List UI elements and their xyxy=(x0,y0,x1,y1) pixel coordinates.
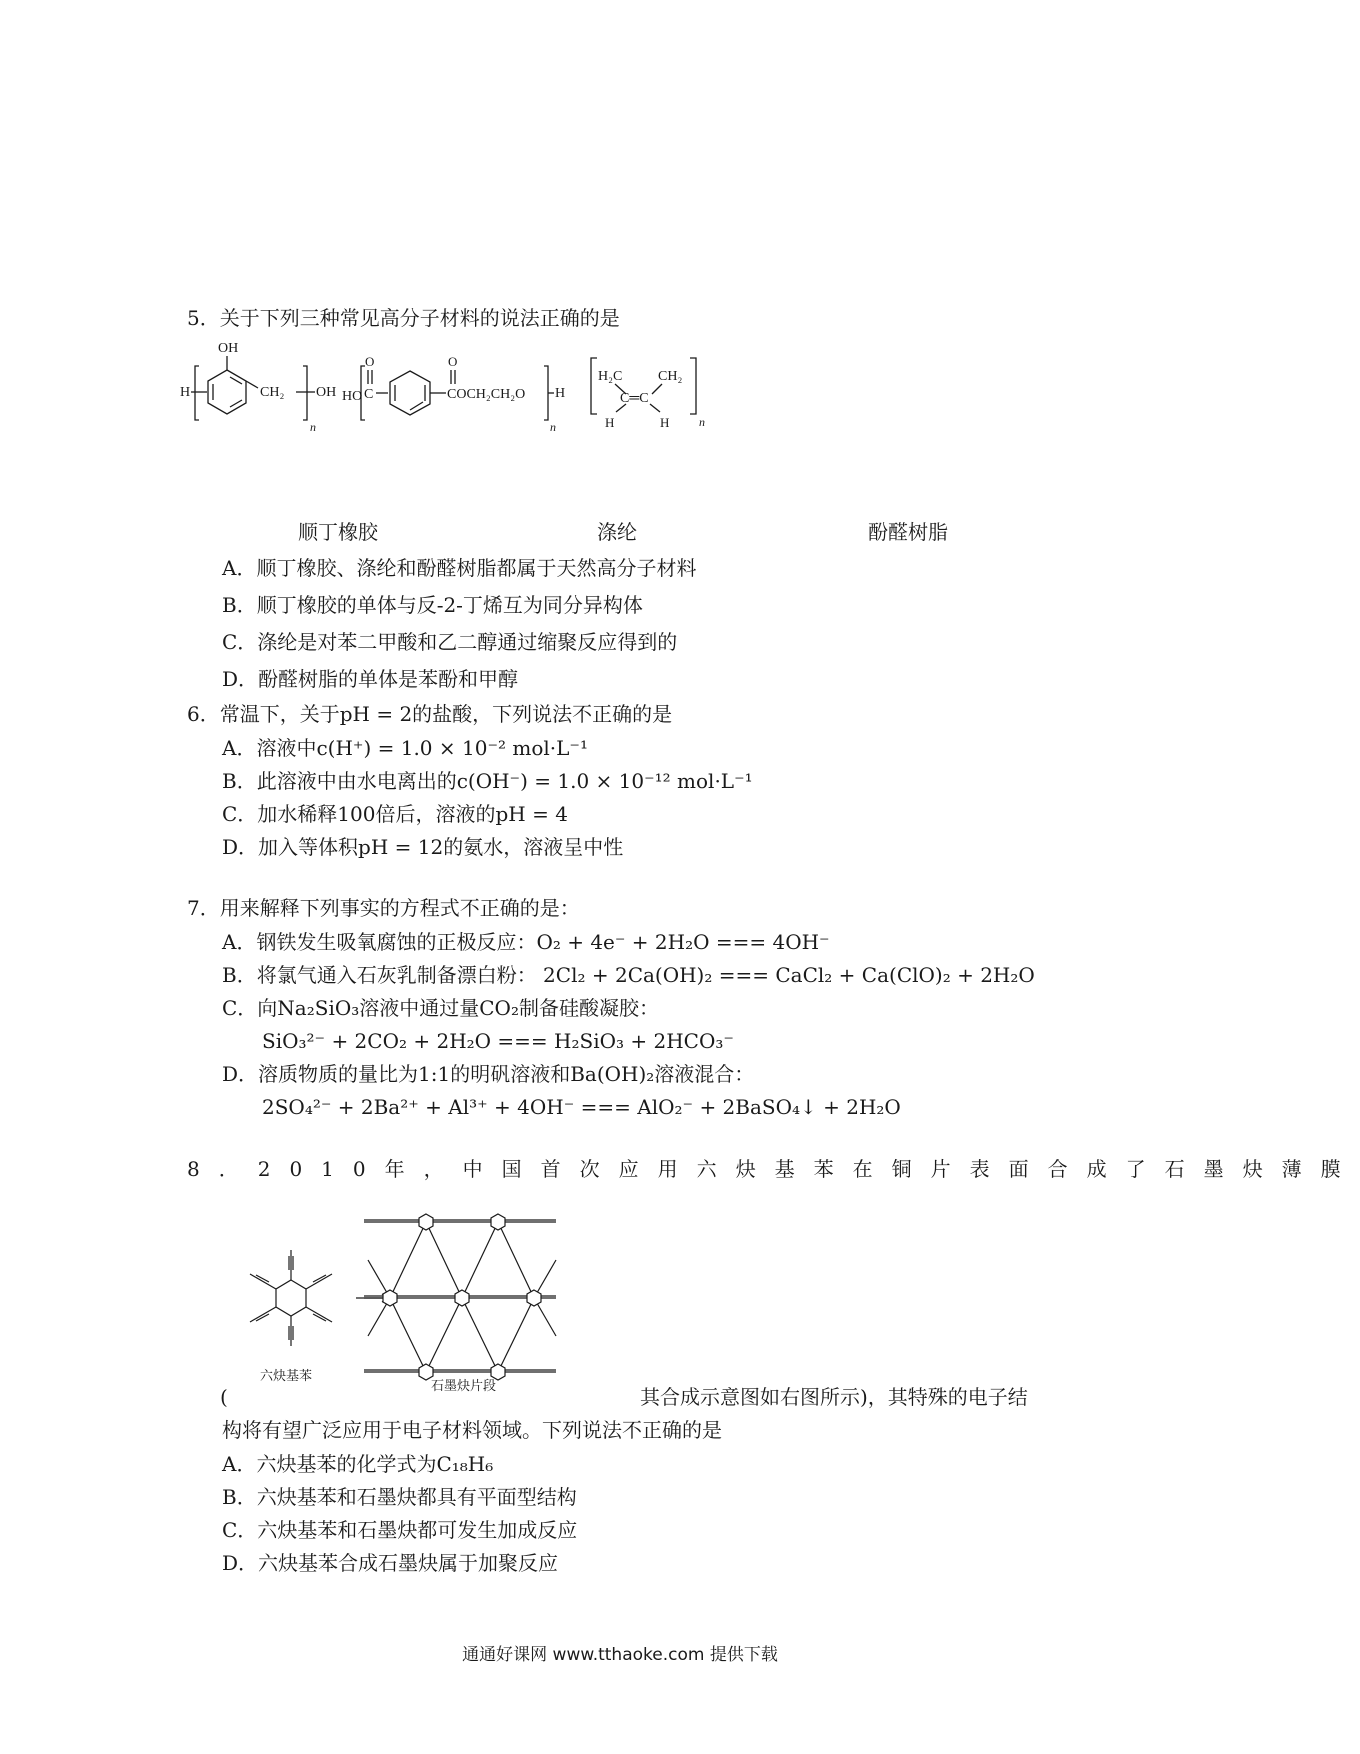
phenolic-oh: OH xyxy=(218,341,239,356)
hexaethynylbenzene-caption: 六炔基苯 xyxy=(260,1368,313,1383)
q8-stem: 8．2010年，中国首次应用六炔基苯在铜片表面合成了石墨炔薄膜 xyxy=(187,1157,1360,1181)
q7-stem: 7．用来解释下列事实的方程式不正确的是： xyxy=(187,896,580,920)
q8-option-b: B．六炔基苯和石墨炔都具有平面型结构 xyxy=(222,1485,577,1509)
polyester-carbonyl-o-2: O xyxy=(448,354,458,369)
q7-option-d: D．溶质物质的量比为1:1的明矾溶液和Ba(OH)₂溶液混合： xyxy=(222,1062,755,1086)
rubber-h-left: H xyxy=(605,415,615,430)
polyester-c: C xyxy=(364,387,374,402)
rubber-h-right: H xyxy=(660,415,670,430)
q8-figure xyxy=(236,1200,656,1400)
q5-label-phenolic: 酚醛树脂 xyxy=(868,520,948,544)
q8-open-paren: ( xyxy=(220,1385,228,1409)
q7-option-a: A．钢铁发生吸氧腐蚀的正极反应：O₂ + 4e⁻ + 2H₂O === 4OH⁻ xyxy=(222,930,830,954)
q7-option-c: C．向Na₂SiO₃溶液中通过量CO₂制备硅酸凝胶： xyxy=(222,996,659,1020)
page-footer: 通通好课网 www.tthaoke.com 提供下载 xyxy=(462,1645,778,1665)
q7-option-d-equation: 2SO₄²⁻ + 2Ba²⁺ + Al³⁺ + 4OH⁻ === AlO₂⁻ + 2BaSO₄↓ + 2H₂O xyxy=(262,1095,901,1119)
phenolic-ch2: CH₂ xyxy=(260,385,285,400)
rubber-h2c: H₂C xyxy=(598,369,623,384)
graphdiyne-caption: 石墨炔片段 xyxy=(431,1378,497,1393)
rubber-n: n xyxy=(699,415,705,429)
q5-label-rubber: 顺丁橡胶 xyxy=(298,520,378,544)
q8-stem-continued-1: 其合成示意图如右图所示)，其特殊的电子结 xyxy=(640,1385,1028,1409)
polyester-end-right: H xyxy=(555,386,566,401)
phenolic-end-right: OH xyxy=(316,385,337,400)
graphdiyne-diagram xyxy=(364,1214,556,1380)
polyester-n: n xyxy=(550,420,556,434)
q6-option-b: B．此溶液中由水电离出的c(OH⁻) = 1.0 × 10⁻¹² mol·L⁻¹ xyxy=(222,769,753,793)
q6-option-c: C．加水稀释100倍后，溶液的pH = 4 xyxy=(222,802,568,826)
q5-option-b: B．顺丁橡胶的单体与反-2-丁烯互为同分异构体 xyxy=(222,593,643,617)
q6-stem: 6．常温下，关于pH = 2的盐酸，下列说法不正确的是 xyxy=(187,702,673,726)
q8-option-c: C．六炔基苯和石墨炔都可发生加成反应 xyxy=(222,1518,578,1542)
phenolic-n: n xyxy=(310,420,316,434)
polyester-carbonyl-o-1: O xyxy=(365,354,375,369)
q5-option-a: A．顺丁橡胶、涤纶和酚醛树脂都属于天然高分子材料 xyxy=(222,556,697,580)
polyester-ester-chain: COCH₂CH₂O xyxy=(447,387,526,402)
rubber-ch2: CH₂ xyxy=(658,369,683,384)
q8-option-a: A．六炔基苯的化学式为C₁₈H₆ xyxy=(222,1452,494,1476)
polyester-end-left: HO xyxy=(342,389,363,404)
q8-option-d: D．六炔基苯合成石墨炔属于加聚反应 xyxy=(222,1551,559,1575)
q8-stem-continued-2: 构将有望广泛应用于电子材料领域。下列说法不正确的是 xyxy=(222,1418,722,1442)
q5-polymer-structures xyxy=(180,336,820,466)
q5-stem: 5．关于下列三种常见高分子材料的说法正确的是 xyxy=(187,306,620,330)
q5-option-d: D．酚醛树脂的单体是苯酚和甲醇 xyxy=(222,667,519,691)
rubber-c-eq-c: C═C xyxy=(620,391,649,406)
q5-option-c: C．涤纶是对苯二甲酸和乙二醇通过缩聚反应得到的 xyxy=(222,630,678,654)
q5-label-terylene: 涤纶 xyxy=(597,520,637,544)
q6-option-a: A．溶液中c(H⁺) = 1.0 × 10⁻² mol·L⁻¹ xyxy=(222,736,588,760)
q6-option-d: D．加入等体积pH = 12的氨水，溶液呈中性 xyxy=(222,835,624,859)
phenolic-end-left: H xyxy=(180,385,191,400)
q7-option-c-equation: SiO₃²⁻ + 2CO₂ + 2H₂O === H₂SiO₃ + 2HCO₃⁻ xyxy=(262,1029,734,1053)
q7-option-b: B．将氯气通入石灰乳制备漂白粉： 2Cl₂ + 2Ca(OH)₂ === CaCl₂ + Ca(ClO)₂ + 2H₂O xyxy=(222,963,1035,987)
hexaethynylbenzene-diagram xyxy=(250,1250,332,1346)
